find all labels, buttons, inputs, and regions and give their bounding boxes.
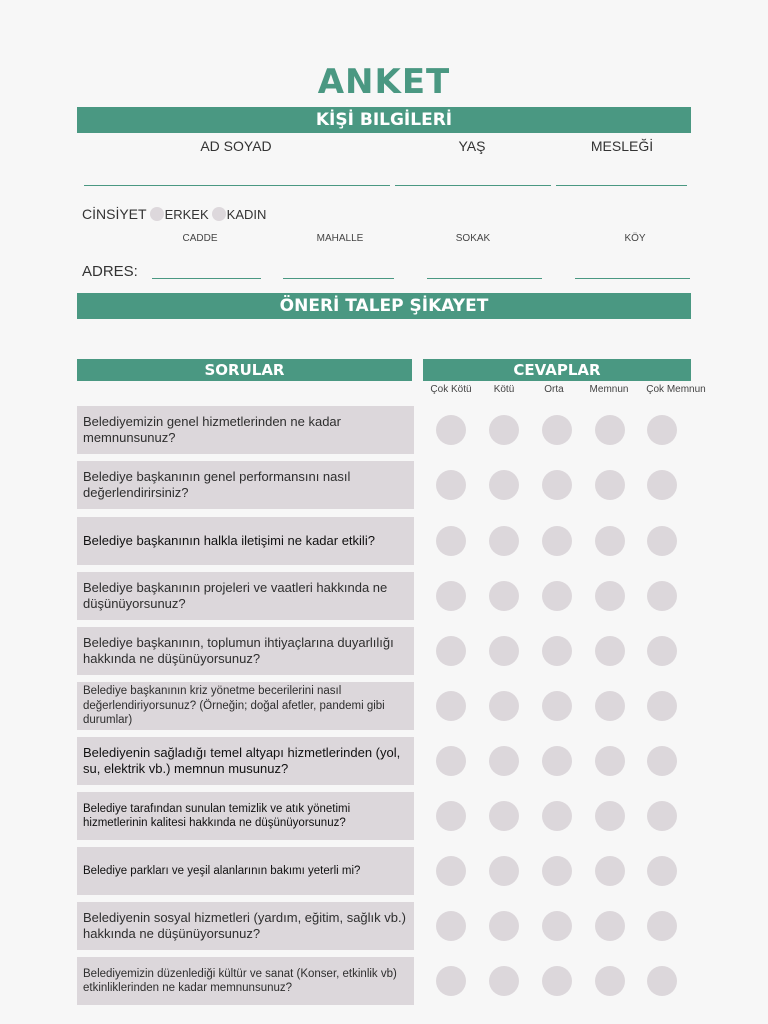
answer-option-q8-5[interactable] — [647, 801, 677, 831]
answer-option-q4-3[interactable] — [542, 581, 572, 611]
answer-option-q9-3[interactable] — [542, 856, 572, 886]
answer-option-q2-5[interactable] — [647, 470, 677, 500]
answer-option-q5-2[interactable] — [489, 636, 519, 666]
question-text: Belediye başkanının projeleri ve vaatleri hakkında ne düşünüyorsunuz? — [83, 580, 388, 611]
question-text: Belediye başkanının genel performansını nasıl değerlendirirsiniz? — [83, 469, 351, 500]
occupation-label: MESLEĞİ — [590, 138, 654, 154]
answer-option-q7-4[interactable] — [595, 746, 625, 776]
answer-option-q1-1[interactable] — [436, 415, 466, 445]
answer-option-q3-4[interactable] — [595, 526, 625, 556]
answer-option-q9-5[interactable] — [647, 856, 677, 886]
question-4 — [77, 572, 414, 620]
answer-option-q9-2[interactable] — [489, 856, 519, 886]
answer-option-q8-3[interactable] — [542, 801, 572, 831]
question-6 — [77, 682, 414, 730]
answer-option-q1-3[interactable] — [542, 415, 572, 445]
address-label: ADRES: — [82, 263, 138, 280]
age-label: YAŞ — [458, 138, 486, 154]
question-text: Belediye başkanının, toplumun ihtiyaçlarına duyarlılığı hakkında ne düşünüyorsunuz? — [83, 635, 394, 666]
answer-option-q4-1[interactable] — [436, 581, 466, 611]
answer-option-q10-4[interactable] — [595, 911, 625, 941]
question-8 — [77, 792, 414, 840]
personal-info-header: KİŞİ BILGİLERİ — [77, 107, 691, 133]
address-street-label: CADDE — [182, 233, 218, 244]
answer-option-q11-3[interactable] — [542, 966, 572, 996]
answer-option-q6-2[interactable] — [489, 691, 519, 721]
answer-option-q11-2[interactable] — [489, 966, 519, 996]
answer-option-q8-4[interactable] — [595, 801, 625, 831]
answer-option-q10-1[interactable] — [436, 911, 466, 941]
question-1 — [77, 406, 414, 454]
gender-option-female: KADIN — [226, 206, 267, 222]
answer-option-q4-4[interactable] — [595, 581, 625, 611]
answer-option-q6-1[interactable] — [436, 691, 466, 721]
name-field[interactable] — [84, 185, 390, 186]
answer-option-q9-4[interactable] — [595, 856, 625, 886]
answer-option-q4-2[interactable] — [489, 581, 519, 611]
scale-label-average: Orta — [544, 384, 564, 395]
name-label: AD SOYAD — [200, 138, 272, 154]
question-10 — [77, 902, 414, 950]
questions-header: SORULAR — [77, 359, 412, 381]
answer-option-q8-1[interactable] — [436, 801, 466, 831]
answer-option-q2-3[interactable] — [542, 470, 572, 500]
scale-label-very-satisfied: Çok Memnun — [646, 384, 706, 395]
question-3 — [77, 517, 414, 565]
question-text: Belediye başkanının halkla iletişimi ne kadar etkili? — [83, 533, 375, 548]
answer-option-q10-2[interactable] — [489, 911, 519, 941]
gender-label: CİNSİYET — [82, 206, 147, 222]
question-text: Belediyenin sosyal hizmetleri (yardım, eğitim, sağlık vb.) hakkında ne düşünüyorsunuz? — [83, 910, 406, 941]
question-text: Belediye başkanının kriz yönetme becerilerini nasıl değerlendiriyorsunuz? (Örneğin; doğal afetler, pandemi gibi durumlar) — [83, 685, 385, 727]
answer-option-q1-4[interactable] — [595, 415, 625, 445]
answer-option-q7-5[interactable] — [647, 746, 677, 776]
address-lane-field[interactable] — [427, 278, 542, 279]
address-street-field[interactable] — [152, 278, 261, 279]
answer-option-q5-1[interactable] — [436, 636, 466, 666]
answer-option-q10-5[interactable] — [647, 911, 677, 941]
answer-option-q9-1[interactable] — [436, 856, 466, 886]
question-text: Belediyemizin genel hizmetlerinden ne kadar memnunsunuz? — [83, 414, 341, 445]
feedback-header: ÖNERİ TALEP ŞİKAYET — [77, 293, 691, 319]
scale-label-very-bad: Çok Kötü — [430, 384, 472, 395]
question-text: Belediye parkları ve yeşil alanlarının bakımı yeterli mi? — [83, 864, 361, 877]
answer-option-q5-3[interactable] — [542, 636, 572, 666]
answer-option-q3-5[interactable] — [647, 526, 677, 556]
answer-option-q11-5[interactable] — [647, 966, 677, 996]
question-text: Belediyemizin düzenlediği kültür ve sanat (Konser, etkinlik vb) etkinliklerinden ne kadar memnunsunuz? — [83, 967, 397, 994]
page-title: ANKET — [317, 62, 451, 102]
question-9 — [77, 847, 414, 895]
answer-option-q1-2[interactable] — [489, 415, 519, 445]
address-village-label: KÖY — [624, 233, 646, 244]
question-2 — [77, 461, 414, 509]
question-11 — [77, 957, 414, 1005]
gender-group — [82, 206, 268, 222]
answer-option-q11-4[interactable] — [595, 966, 625, 996]
address-neighborhood-field[interactable] — [283, 278, 394, 279]
answers-header: CEVAPLAR — [423, 359, 691, 381]
occupation-field[interactable] — [556, 185, 687, 186]
answer-option-q5-5[interactable] — [647, 636, 677, 666]
answer-option-q7-3[interactable] — [542, 746, 572, 776]
question-text: Belediye tarafından sunulan temizlik ve atık yönetimi hizmetlerinin kalitesi hakkında ne düşünüyorsunuz? — [83, 802, 351, 829]
answer-option-q6-5[interactable] — [647, 691, 677, 721]
scale-label-bad: Kötü — [493, 384, 515, 395]
answer-option-q6-3[interactable] — [542, 691, 572, 721]
answer-option-q10-3[interactable] — [542, 911, 572, 941]
answer-option-q3-1[interactable] — [436, 526, 466, 556]
question-5 — [77, 627, 414, 675]
question-text: Belediyenin sağladığı temel altyapı hizmetlerinden (yol, su, elektrik vb.) memnun musunuz? — [83, 745, 401, 776]
gender-radio-female[interactable] — [212, 207, 226, 221]
gender-radio-male[interactable] — [150, 207, 164, 221]
answer-option-q1-5[interactable] — [647, 415, 677, 445]
scale-label-satisfied: Memnun — [589, 384, 629, 395]
answer-option-q3-3[interactable] — [542, 526, 572, 556]
answer-option-q8-2[interactable] — [489, 801, 519, 831]
answer-option-q6-4[interactable] — [595, 691, 625, 721]
answer-option-q5-4[interactable] — [595, 636, 625, 666]
answer-option-q2-1[interactable] — [436, 470, 466, 500]
answer-option-q2-4[interactable] — [595, 470, 625, 500]
answer-option-q11-1[interactable] — [436, 966, 466, 996]
gender-option-male: ERKEK — [164, 206, 209, 222]
answer-option-q4-5[interactable] — [647, 581, 677, 611]
age-field[interactable] — [395, 185, 551, 186]
question-7 — [77, 737, 414, 785]
answer-option-q2-2[interactable] — [489, 470, 519, 500]
address-lane-label: SOKAK — [455, 233, 491, 244]
answer-option-q3-2[interactable] — [489, 526, 519, 556]
address-village-field[interactable] — [575, 278, 690, 279]
answer-option-q7-2[interactable] — [489, 746, 519, 776]
answer-option-q7-1[interactable] — [436, 746, 466, 776]
address-neighborhood-label: MAHALLE — [316, 233, 364, 244]
